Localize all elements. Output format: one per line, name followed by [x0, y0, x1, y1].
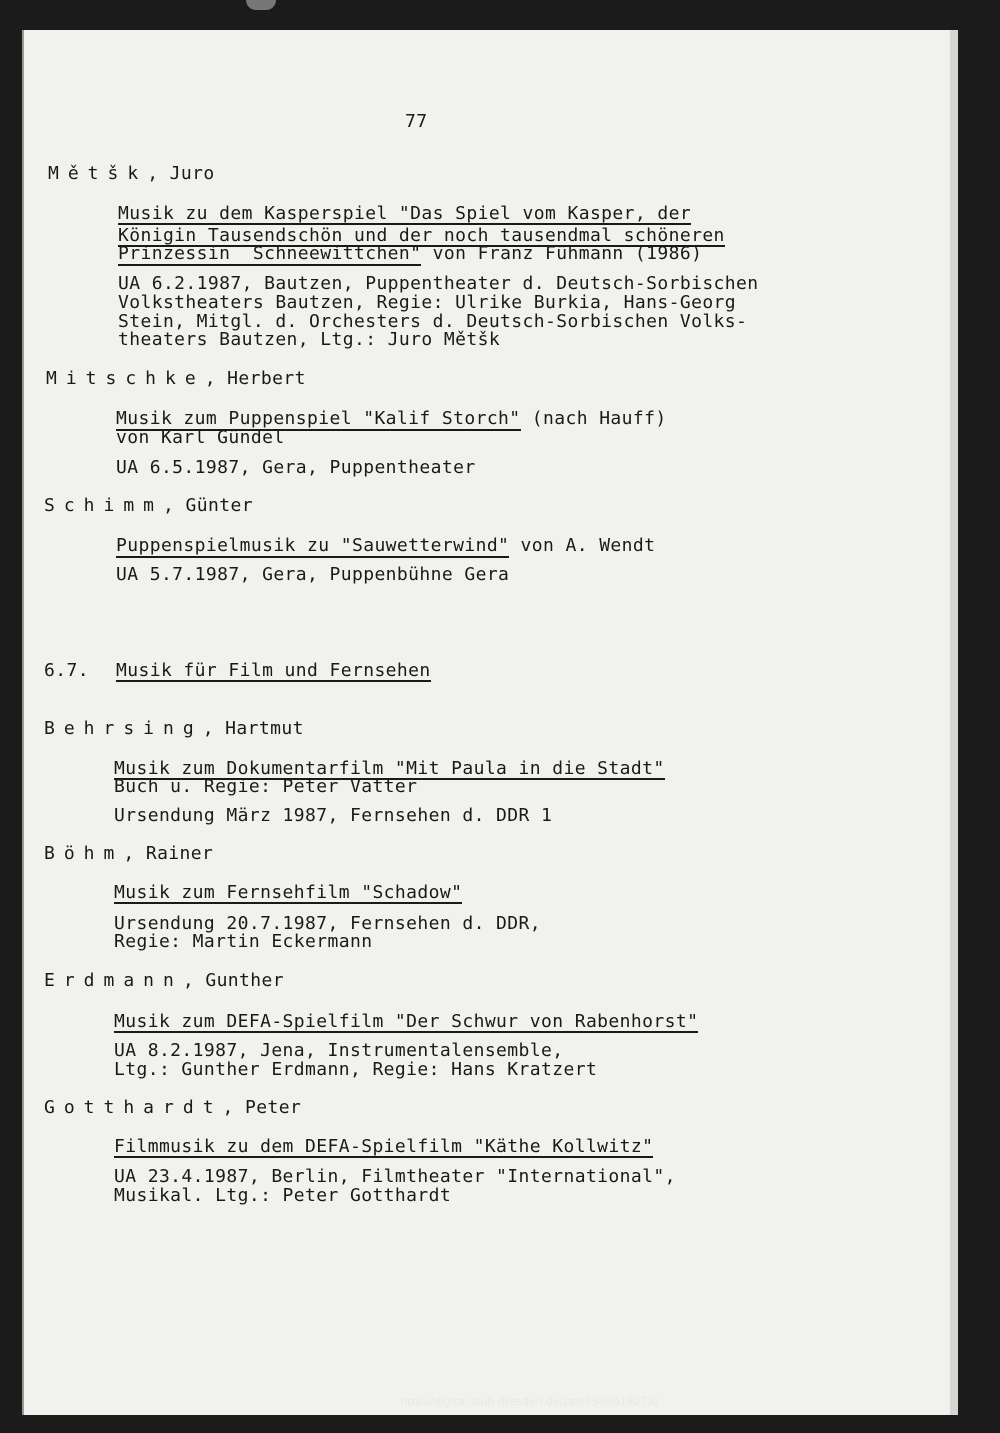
- composer-surname: Mětšk: [48, 163, 148, 184]
- performance-detail: Ursendung 20.7.1987, Fernsehen d. DDR,: [114, 913, 542, 934]
- composer-entry-metsk: [48, 165, 215, 183]
- composer-firstname: , Juro: [147, 163, 215, 184]
- composer-firstname: , Rainer: [123, 843, 214, 864]
- performance-detail: UA 8.2.1987, Jena, Instrumentalensemble,: [114, 1040, 564, 1061]
- composer-surname: Mitschke: [46, 368, 205, 389]
- section-title: Musik für Film und Fernsehen: [116, 660, 431, 681]
- performance-detail: theaters Bautzen, Ltg.: Juro Mětšk: [118, 329, 501, 350]
- section-number: 6.7.: [44, 660, 89, 681]
- work-title-line: Musik zu dem Kasperspiel "Das Spiel vom Kasper, der: [118, 203, 692, 224]
- work-title-line: Musik zum Fernsehfilm "Schadow": [114, 882, 463, 903]
- performance-detail: Musikal. Ltg.: Peter Gotthardt: [114, 1185, 452, 1206]
- work-title-row: [116, 537, 655, 555]
- work-title-row: [116, 410, 667, 428]
- scanner-mark: [246, 0, 276, 10]
- work-author: von Franz Fühmann (1986): [421, 243, 703, 264]
- work-title-line: Musik zum DEFA-Spielfilm "Der Schwur von Rabenhorst": [114, 1011, 699, 1032]
- work-title-line: Puppenspielmusik zu "Sauwetterwind": [116, 535, 510, 556]
- work-author: von Karl Gündel: [116, 427, 285, 448]
- work-author: von A. Wendt: [509, 535, 656, 556]
- composer-entry-gotthardt: [44, 1099, 301, 1117]
- composer-firstname: , Peter: [222, 1097, 302, 1118]
- composer-surname: Schimm: [44, 495, 164, 516]
- performance-detail: UA 6.5.1987, Gera, Puppentheater: [116, 457, 476, 478]
- composer-surname: Gotthardt: [44, 1097, 223, 1118]
- composer-firstname: , Gunther: [182, 970, 284, 991]
- composer-surname: Behrsing: [44, 718, 203, 739]
- work-note: (nach Hauff): [520, 408, 667, 429]
- work-credits: Buch u. Regie: Peter Vatter: [114, 776, 418, 797]
- performance-detail: UA 5.7.1987, Gera, Puppenbühne Gera: [116, 564, 510, 585]
- composer-entry-behrsing: [44, 720, 304, 738]
- composer-firstname: , Günter: [163, 495, 253, 516]
- performance-detail: UA 23.4.1987, Berlin, Filmtheater "International",: [114, 1166, 676, 1187]
- source-url[interactable]: http://digital.slub-dresden.de/ppn358801627X/: [400, 1395, 659, 1408]
- composer-firstname: , Herbert: [204, 368, 306, 389]
- performance-detail: Regie: Martin Eckermann: [114, 931, 373, 952]
- work-title-line: Musik zum Puppenspiel "Kalif Storch": [116, 408, 521, 429]
- composer-entry-schimm: [44, 497, 253, 515]
- performance-detail: Volkstheaters Bautzen, Regie: Ulrike Burkia, Hans-Georg: [118, 292, 737, 313]
- work-title-line: Musik zum Dokumentarfilm "Mit Paula in die Stadt": [114, 758, 665, 779]
- composer-surname: Böhm: [44, 843, 124, 864]
- composer-entry-boehm: [44, 845, 213, 863]
- page-number: 77: [405, 111, 428, 132]
- work-title-line: Königin Tausendschön und der noch tausendmal schöneren: [118, 225, 725, 246]
- work-title-line-3: [118, 245, 702, 263]
- composer-entry-erdmann: [44, 972, 284, 990]
- work-title-line: Filmmusik zu dem DEFA-Spielfilm "Käthe Kollwitz": [114, 1136, 654, 1157]
- performance-detail: Ltg.: Gunther Erdmann, Regie: Hans Kratzert: [114, 1059, 598, 1080]
- work-title-line: Prinzessin Schneewittchen": [118, 243, 422, 264]
- performance-detail: Stein, Mitgl. d. Orchesters d. Deutsch-Sorbischen Volks-: [118, 311, 748, 332]
- composer-entry-mitschke: [46, 370, 306, 388]
- composer-firstname: , Hartmut: [202, 718, 304, 739]
- performance-detail: UA 6.2.1987, Bautzen, Puppentheater d. Deutsch-Sorbischen: [118, 273, 759, 294]
- performance-detail: Ursendung März 1987, Fernsehen d. DDR 1: [114, 805, 553, 826]
- composer-surname: Erdmann: [44, 970, 183, 991]
